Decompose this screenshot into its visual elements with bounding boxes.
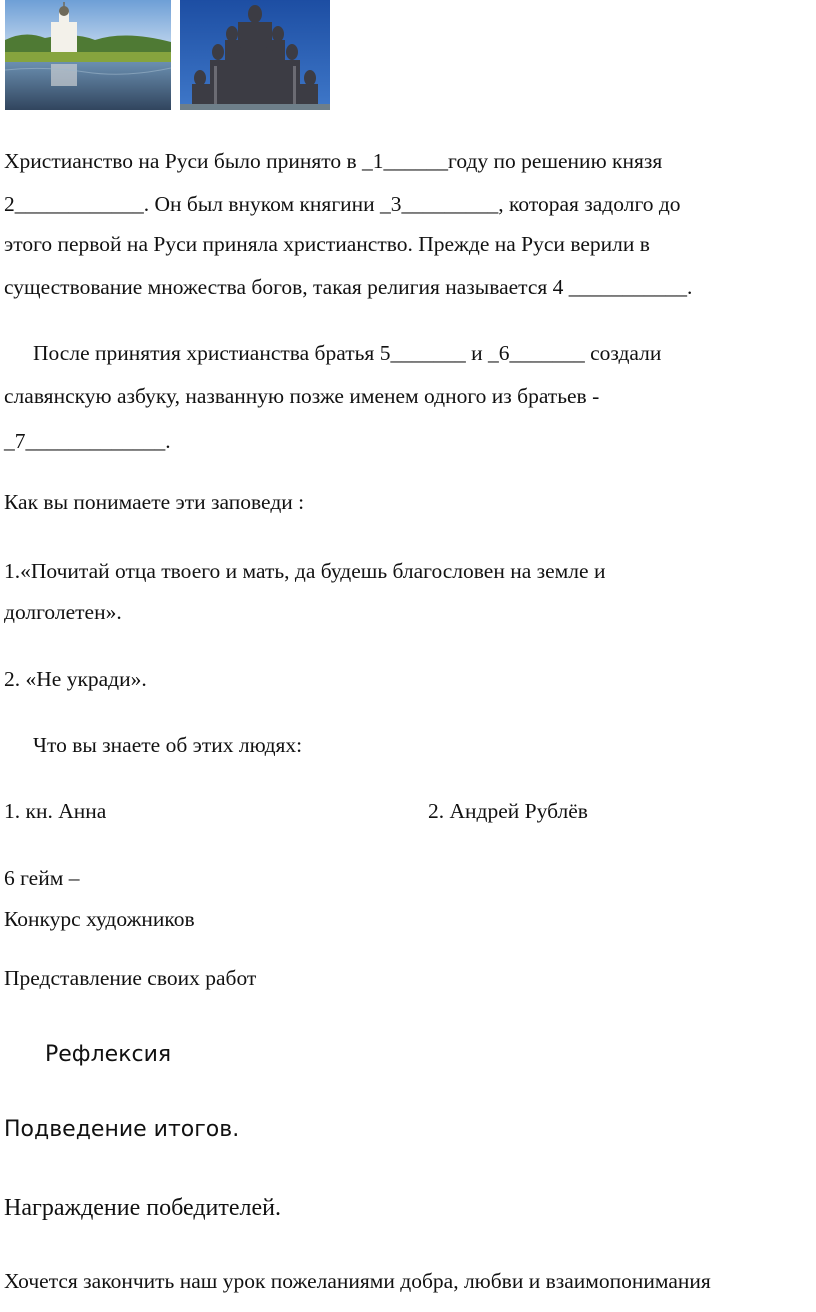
summary-heading: Подведение итогов.: [4, 1117, 240, 1142]
commandment-1-line-2: долголетен».: [4, 600, 122, 624]
kizhi-wooden-church-photo: [180, 0, 330, 110]
paragraph-1-line-1: Христианство на Руси было принято в _1______году по решению князя: [4, 149, 663, 173]
reflection-heading: Рефлексия: [45, 1042, 172, 1067]
works-presentation: Представление своих работ: [4, 966, 257, 990]
church-on-the-nerl-photo: [5, 0, 171, 110]
paragraph-2-line-2: славянскую азбуку, названную позже именем одного из братьев -: [4, 384, 600, 408]
artists-contest: Конкурс художников: [4, 907, 195, 931]
person-1: 1. кн. Анна: [4, 799, 107, 823]
game-6-heading: 6 гейм –: [4, 866, 80, 890]
award-heading: Награждение победителей.: [4, 1195, 282, 1221]
paragraph-1-line-4: существование множества богов, такая религия называется 4 ___________.: [4, 275, 693, 299]
commandments-question: Как вы понимаете эти заповеди :: [4, 490, 305, 514]
paragraph-2-line-3: _7_____________.: [4, 429, 171, 453]
closing-line: Хочется закончить наш урок пожеланиями добра, любви и взаимопонимания: [4, 1269, 711, 1293]
paragraph-1-line-2: 2____________. Он был внуком княгини _3_________, которая задолго до: [4, 192, 681, 216]
people-question: Что вы знаете об этих людях:: [33, 733, 303, 757]
paragraph-2-line-1: После принятия христианства братья 5_______ и _6_______ создали: [33, 341, 662, 365]
commandment-2: 2. «Не укради».: [4, 667, 147, 691]
commandment-1-line-1: 1.«Почитай отца твоего и мать, да будешь благословен на земле и: [4, 559, 606, 583]
paragraph-1-line-3: этого первой на Руси приняла христианство. Прежде на Руси верили в: [4, 232, 650, 256]
person-2: 2. Андрей Рублёв: [428, 799, 588, 823]
